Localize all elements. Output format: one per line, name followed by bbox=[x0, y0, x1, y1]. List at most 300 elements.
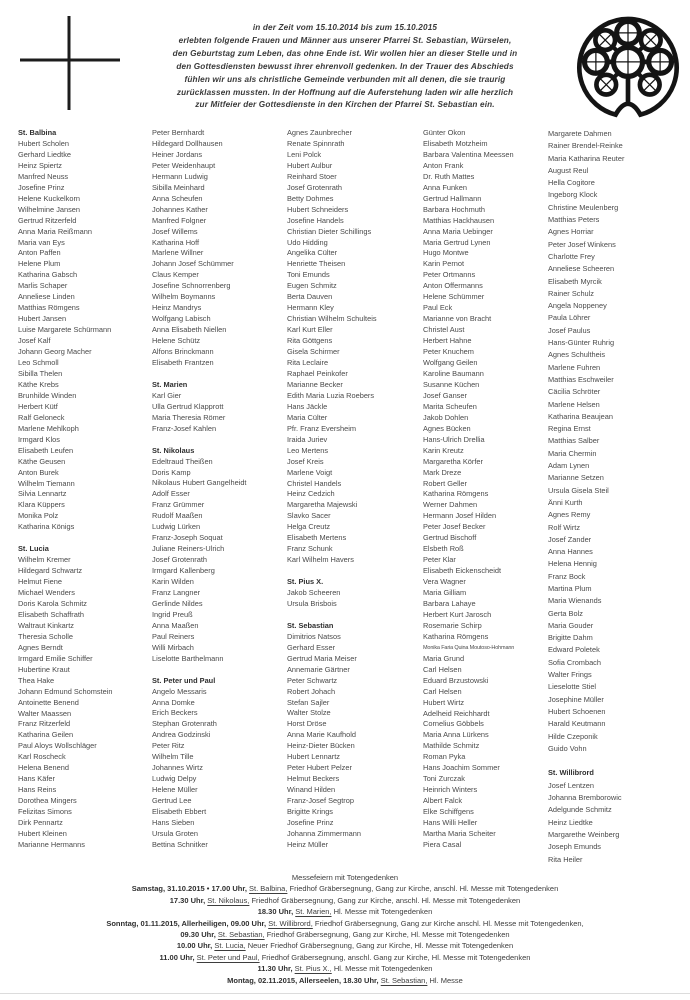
name-item: Josef Ganser bbox=[423, 390, 467, 400]
schedule-details: Hl. Messe mit Totengedenken bbox=[331, 964, 433, 974]
name-item: Elisabeth Motzheim bbox=[423, 138, 488, 148]
name-item: Rita Leclaire bbox=[287, 358, 329, 368]
name-item: Mark Dreze bbox=[423, 467, 462, 477]
name-item: Karin Pernot bbox=[423, 259, 465, 269]
name-item: Anna Elisabeth Niellen bbox=[152, 325, 227, 335]
name-item: Agnes Remy bbox=[548, 510, 591, 520]
name-item: Andrea Godzinski bbox=[152, 730, 211, 740]
name-item: Nikolaus Hubert Gangelheidt bbox=[152, 478, 247, 488]
name-item: Leni Polck bbox=[287, 149, 322, 159]
schedule-line bbox=[0, 918, 690, 929]
section-header: St. Willibrord bbox=[548, 768, 594, 778]
name-item: Anna Marie Kaufhold bbox=[287, 730, 357, 740]
name-item: Elke Schiffgens bbox=[423, 807, 474, 817]
schedule-details: Friedhof Gräbersegnung, Gang zur Kirche, anschl. Hl. Messe mit Totengedenken bbox=[249, 895, 521, 905]
name-item: Maria Gouder bbox=[548, 620, 594, 630]
name-item: Gertrud Bischoff bbox=[423, 533, 477, 543]
name-item: Martha Maria Scheiter bbox=[423, 829, 496, 838]
schedule-line bbox=[0, 895, 690, 906]
name-item: Anna Maria Uebinger bbox=[423, 226, 493, 236]
name-item: Berta Dauven bbox=[287, 292, 333, 302]
name-item: Franz Grümmer bbox=[152, 500, 205, 510]
name-item: Maria Anna Lürkens bbox=[423, 730, 489, 740]
church-name: St. Sebastian, bbox=[217, 930, 265, 940]
mass-schedule bbox=[0, 872, 690, 986]
name-item: Christel Handels bbox=[287, 478, 342, 488]
name-item: Renate Spinnrath bbox=[287, 138, 345, 148]
name-item: Peter Josef Winkens bbox=[548, 239, 616, 249]
name-item: Ludwig Delpy bbox=[152, 774, 197, 784]
name-item: Marianne Setzen bbox=[548, 473, 604, 483]
name-item: Regina Ernst bbox=[548, 424, 591, 434]
name-item: Karin Wilden bbox=[152, 577, 194, 587]
name-item: Manfred Folgner bbox=[152, 215, 207, 225]
name-item: Hermann Ludwig bbox=[152, 171, 208, 181]
name-item: Käthe Krebs bbox=[18, 379, 59, 389]
name-item: Peter Josef Becker bbox=[423, 522, 486, 532]
name-item: Matthias Hackhausen bbox=[423, 215, 495, 225]
name-item: Harald Keutmann bbox=[548, 719, 606, 729]
name-item: Reinhard Stoer bbox=[287, 171, 337, 181]
name-item: Hans Willi Heller bbox=[423, 818, 478, 828]
name-item: Maria Wienands bbox=[548, 596, 602, 606]
name-item: Heinz Mandrys bbox=[152, 303, 202, 313]
name-item: Juliane Reiners-Ulrich bbox=[152, 544, 225, 554]
schedule-time: Sonntag, 01.11.2015, Allerheiligen, 09.00 Uhr, bbox=[106, 918, 269, 928]
name-item: Stefan Sajler bbox=[287, 697, 330, 707]
name-item: Ursula Brisbois bbox=[287, 598, 337, 608]
names-column bbox=[18, 128, 152, 866]
name-item: Ulla Gertrud Klapprott bbox=[152, 401, 224, 411]
name-item: Elisabeth Eickenscheidt bbox=[423, 566, 502, 576]
name-item: Winand Hilden bbox=[287, 785, 336, 795]
name-item: Helene Müller bbox=[152, 785, 198, 795]
name-item: Hilde Czeponik bbox=[548, 731, 598, 741]
name-item: Udo Hidding bbox=[287, 237, 328, 247]
schedule-time: 18.30 Uhr, bbox=[257, 907, 296, 917]
church-name: St. Balbina, bbox=[249, 884, 288, 894]
schedule-details: Hl. Messe mit Totengedenken bbox=[331, 907, 433, 917]
name-item: Henriette Theisen bbox=[287, 259, 346, 269]
name-item: Marlene Mehlkoph bbox=[18, 423, 79, 433]
name-item: Walter Maassen bbox=[18, 708, 72, 718]
name-item: Rolf Wirtz bbox=[548, 522, 581, 532]
names-column bbox=[423, 128, 548, 866]
name-item: Wilhelm Tille bbox=[152, 752, 194, 762]
name-item: Carl Helsen bbox=[423, 686, 462, 696]
names-column bbox=[287, 128, 423, 866]
name-item: Helena Hennig bbox=[548, 559, 597, 569]
name-item: Rosemarie Schirp bbox=[423, 620, 482, 630]
name-item: Adolf Esser bbox=[152, 489, 190, 499]
name-item: Hubert Schoenen bbox=[548, 706, 606, 716]
name-item: Johann Georg Macher bbox=[18, 347, 92, 357]
name-item: Anton Burek bbox=[18, 467, 59, 477]
name-item: Ingrid Preuß bbox=[152, 609, 193, 619]
name-item: Hugo Montwe bbox=[423, 248, 469, 258]
name-item: Barbara Lahaye bbox=[423, 598, 476, 608]
name-item: Franz Bock bbox=[548, 571, 586, 581]
name-item: Matthias Salber bbox=[548, 436, 600, 446]
name-item: Heinrich Winters bbox=[423, 785, 478, 795]
name-item: Anna Hannes bbox=[548, 547, 593, 557]
name-item: Paul Eck bbox=[423, 303, 453, 313]
name-item: Hubert Jansen bbox=[18, 314, 67, 324]
name-item: Johannes Kather bbox=[152, 204, 208, 214]
name-item: Katharina Geilen bbox=[18, 730, 74, 740]
name-item: Horst Dröse bbox=[287, 719, 327, 729]
name-item: Roman Pyka bbox=[423, 752, 466, 762]
name-item: Felizitas Simons bbox=[18, 807, 72, 817]
name-item: Heinz Müller bbox=[287, 839, 329, 849]
schedule-time: 11.00 Uhr, bbox=[159, 952, 197, 962]
name-item: Gerlinde Nildes bbox=[152, 598, 203, 608]
name-item: Susanne Küchen bbox=[423, 379, 480, 389]
name-item: Ingeborg Klock bbox=[548, 190, 598, 200]
name-item: Monika Polz bbox=[18, 511, 59, 521]
name-item: Agnes Bücken bbox=[423, 423, 471, 433]
name-item: Margaretha Körfer bbox=[423, 456, 483, 466]
name-item: Brigitte Krings bbox=[287, 807, 334, 817]
schedule-line bbox=[0, 940, 690, 951]
name-item: Maria Chermin bbox=[548, 448, 597, 458]
name-item: Theresia Scholle bbox=[18, 631, 74, 641]
church-name: St. Lucia, bbox=[214, 941, 246, 951]
name-item: Betty Dohmes bbox=[287, 193, 334, 203]
name-item: Hans Reins bbox=[18, 785, 57, 795]
name-item: Toni Emunds bbox=[287, 270, 330, 280]
name-item: Elisabeth Schaffrath bbox=[18, 609, 85, 619]
name-item: Christine Meulenberg bbox=[548, 202, 619, 212]
name-item: Wilhelm Boymanns bbox=[152, 292, 216, 302]
name-item: Margarethe Weinberg bbox=[548, 829, 620, 839]
name-item: Gertrud Hallmann bbox=[423, 193, 482, 203]
name-item: Heiner Jordans bbox=[152, 149, 203, 159]
name-item: Josef Grotenrath bbox=[287, 182, 343, 192]
name-item: Heinz Liedtke bbox=[548, 817, 593, 827]
name-item: Cornelius Göbbels bbox=[423, 719, 484, 729]
name-item: Wolfgang Geilen bbox=[423, 358, 478, 368]
name-item: Alfons Brinckmann bbox=[152, 347, 214, 357]
intro-line: zur Mitfeier der Gottesdienste in den Kirchen der Pfarrei St. Sebastian ein. bbox=[195, 100, 495, 110]
name-item: Anna Funken bbox=[423, 182, 467, 192]
name-item: Toni Zurczak bbox=[423, 774, 465, 784]
name-item: Josef Grotenrath bbox=[152, 555, 208, 565]
name-item: Mathilde Schmitz bbox=[423, 741, 480, 751]
name-item: Dr. Ruth Mattes bbox=[423, 171, 475, 181]
names-column bbox=[548, 128, 672, 866]
name-item: Adelgunde Schmitz bbox=[548, 805, 612, 815]
name-item: Karl Roscheck bbox=[18, 752, 66, 762]
name-item: Slavko Sacer bbox=[287, 511, 331, 521]
schedule-time: 17.30 Uhr, bbox=[169, 895, 208, 905]
name-item: Käthe Geusen bbox=[18, 456, 66, 466]
name-item: Anna Scheufen bbox=[152, 193, 203, 203]
name-item: Anton Frank bbox=[423, 160, 464, 170]
name-item: Katharina Hoff bbox=[152, 237, 200, 247]
name-item: Helmut Beckers bbox=[287, 774, 340, 784]
name-item: Maria van Eys bbox=[18, 237, 65, 247]
name-item: Franz-Josef Segtrop bbox=[287, 796, 354, 806]
parish-emblem-icon bbox=[572, 8, 684, 124]
schedule-details: Friedhof Gräbersegnung, Gang zur Kirche, anschl. Hl. Messe mit Totengedenken bbox=[287, 884, 559, 894]
name-item: Bettina Schnitker bbox=[152, 839, 208, 849]
name-item: Anna Domke bbox=[152, 697, 195, 707]
name-item: Maria Grund bbox=[423, 653, 465, 663]
name-item: Gertrud Maria Meiser bbox=[287, 653, 357, 663]
name-item: Johann Josef Schümmer bbox=[152, 259, 234, 269]
name-item: Stephan Grotenrath bbox=[152, 719, 217, 729]
section-header: St. Sebastian bbox=[287, 620, 334, 630]
schedule-line bbox=[0, 883, 690, 894]
name-item: Rita Heiler bbox=[548, 854, 583, 864]
name-item: Katharina Königs bbox=[18, 522, 75, 532]
name-item: Wolfgang Labisch bbox=[152, 314, 211, 324]
schedule-line bbox=[0, 963, 690, 974]
name-item: Marlene Willner bbox=[152, 248, 204, 258]
name-item: Rainer Brendel-Reinke bbox=[548, 141, 623, 151]
name-item: Liselotte Barthelmann bbox=[152, 653, 224, 663]
name-item: Peter Bernhardt bbox=[152, 128, 205, 137]
name-item: Hans Joachim Sommer bbox=[423, 763, 500, 773]
name-item: Marlene Fuhren bbox=[548, 362, 601, 372]
name-item: Änni Kurth bbox=[548, 497, 583, 507]
schedule-time: Montag, 02.11.2015, Allerseelen, 18.30 Uhr, bbox=[227, 975, 381, 985]
name-item: Piera Casal bbox=[423, 839, 462, 849]
name-item: Albert Falck bbox=[423, 796, 463, 806]
name-item: Angelo Messaris bbox=[152, 686, 207, 696]
name-item: Anna Maaßen bbox=[152, 620, 199, 630]
name-item: Antoinette Benend bbox=[18, 697, 79, 707]
name-item: Elisabeth Leufen bbox=[18, 445, 74, 455]
section-header: St. Pius X. bbox=[287, 577, 324, 587]
name-item: Barbara Valentina Meessen bbox=[423, 149, 514, 159]
name-item: Paul Reiners bbox=[152, 631, 195, 641]
name-item: Peter Ortmanns bbox=[423, 270, 476, 280]
church-name: St. Peter und Paul, bbox=[196, 952, 260, 962]
cross-icon bbox=[12, 10, 124, 122]
name-item: Franz-Joseph Soquat bbox=[152, 533, 223, 543]
name-item: Hans Käfer bbox=[18, 774, 55, 784]
name-item: Sibilla Meinhard bbox=[152, 182, 205, 192]
section-header: St. Peter und Paul bbox=[152, 675, 216, 685]
name-item: Hans Jäckle bbox=[287, 401, 328, 411]
name-item: Heinz-Dieter Bücken bbox=[287, 741, 355, 751]
name-item: Agnes Zaunbrecher bbox=[287, 128, 352, 137]
name-item: Hermann Josef Hilden bbox=[423, 511, 497, 521]
name-item: Peter Weidenhaupt bbox=[152, 160, 216, 170]
name-item: Vera Wagner bbox=[423, 577, 466, 587]
name-item: Gerta Bolz bbox=[548, 608, 583, 618]
schedule-line bbox=[0, 929, 690, 940]
name-item: Josefine Prinz bbox=[18, 182, 65, 192]
name-item: Hans-Ulrich Drellia bbox=[423, 434, 485, 444]
name-item: Pfr. Franz Eversheim bbox=[287, 423, 356, 433]
name-item: Anton Paffen bbox=[18, 248, 61, 258]
name-item: Josefine Prinz bbox=[287, 818, 334, 828]
name-item: Werner Dahmen bbox=[423, 500, 478, 510]
name-item: Matthias Eschweiler bbox=[548, 374, 614, 384]
name-item: Iraida Juriev bbox=[287, 434, 328, 444]
name-item: Peter Schwartz bbox=[287, 675, 338, 685]
name-item: Irmgard Kallenberg bbox=[152, 566, 215, 576]
schedule-line bbox=[0, 952, 690, 963]
name-item: Maria Gertrud Lynen bbox=[423, 237, 491, 247]
name-item: Hubert Scholen bbox=[18, 138, 69, 148]
name-item: Erich Beckers bbox=[152, 708, 198, 718]
name-item: Matthias Römgens bbox=[18, 303, 80, 313]
name-item: Peter Knuchem bbox=[423, 347, 474, 357]
name-item: Agnes Schultheis bbox=[548, 350, 606, 360]
name-item: Anton Offermanns bbox=[423, 281, 483, 291]
name-item: Franz Ritzerfeld bbox=[18, 719, 71, 729]
name-item: Manfred Neuss bbox=[18, 171, 69, 181]
name-item: Karl Wilhelm Havers bbox=[287, 555, 354, 565]
name-item: Cäcilia Schröter bbox=[548, 387, 601, 397]
name-item: Dorothea Mingers bbox=[18, 796, 77, 806]
name-item: Ralf Geloneck bbox=[18, 412, 65, 422]
name-item: Hubert Wirtz bbox=[423, 697, 465, 707]
name-item: Adam Lynen bbox=[548, 461, 590, 471]
name-item: Peter Klar bbox=[423, 555, 456, 565]
church-name: St. Willibrord, bbox=[268, 918, 313, 928]
section-header: St. Nikolaus bbox=[152, 445, 195, 455]
name-item: Maria Cülter bbox=[287, 412, 328, 422]
name-item: Hildegard Schwartz bbox=[18, 566, 83, 576]
name-item: Angela Noppeney bbox=[548, 301, 607, 311]
intro-text bbox=[122, 22, 568, 112]
name-item: Marianne Becker bbox=[287, 379, 343, 389]
name-item: Maria Gilliam bbox=[423, 588, 467, 598]
name-item: Heinz Cedzich bbox=[287, 489, 335, 499]
name-item: Edeltraud Theißen bbox=[152, 456, 213, 466]
name-item: Johanna Bremborowic bbox=[548, 793, 622, 803]
name-item: Brunhilde Winden bbox=[18, 390, 77, 400]
name-item: Walter Stolze bbox=[287, 708, 331, 718]
name-item: Gerhard Esser bbox=[287, 642, 336, 652]
church-name: St. Nikolaus, bbox=[207, 895, 250, 905]
name-item: Helene Schümmer bbox=[423, 292, 485, 302]
page-edge-line bbox=[0, 993, 690, 994]
name-item: Elisabeth Myrcik bbox=[548, 276, 602, 286]
intro-line: zurücklassen mussten. In der Hoffnung auf die Auferstehung laden wir alle herzlich bbox=[176, 87, 514, 97]
name-item: Jakob Dohlen bbox=[423, 412, 469, 422]
church-name: St. Marien, bbox=[295, 907, 332, 917]
name-item: Claus Kemper bbox=[152, 270, 199, 280]
name-item: Rudolf Maaßen bbox=[152, 511, 203, 521]
name-item: Hubert Aulbur bbox=[287, 160, 333, 170]
name-item: Hermann Kley bbox=[287, 303, 334, 313]
name-item: Robert Geller bbox=[423, 478, 467, 488]
name-item: Johannes Wirtz bbox=[152, 763, 203, 773]
name-item: Günter Okon bbox=[423, 128, 466, 137]
intro-line: in der Zeit vom 15.10.2014 bis zum 15.10.2015 bbox=[252, 23, 438, 32]
name-item: Anneliese Scheeren bbox=[548, 264, 615, 274]
name-item: Margarete Dahmen bbox=[548, 129, 612, 138]
schedule-details: Hl. Messe bbox=[427, 975, 463, 985]
name-item: Dirk Pennartz bbox=[18, 818, 63, 828]
name-item: Doris Karola Schmitz bbox=[18, 598, 87, 608]
name-item: Marlene Voigt bbox=[287, 467, 333, 477]
name-item: Robert Johach bbox=[287, 686, 336, 696]
name-item: Eduard Brzustowski bbox=[423, 675, 489, 685]
name-item: Sibilla Thelen bbox=[18, 368, 63, 378]
name-item: Ursula Gisela Steil bbox=[548, 485, 609, 495]
name-item: Johanna Zimmermann bbox=[287, 828, 361, 838]
name-item: Hubert Kleinen bbox=[18, 828, 67, 838]
section-header: St. Lucia bbox=[18, 544, 49, 554]
intro-line: den Gottesdiensten bewusst ihrer ehrenvoll gedenken. In der Trauer des Abschieds bbox=[176, 61, 514, 71]
name-item: August Reul bbox=[548, 165, 589, 175]
name-item: Maria Katharina Reuter bbox=[548, 153, 625, 163]
name-item: Josef Kalf bbox=[18, 336, 51, 346]
name-item: Josefine Handels bbox=[287, 215, 344, 225]
schedule-time: 09.30 Uhr, bbox=[180, 930, 218, 940]
name-item: Carl Helsen bbox=[423, 664, 462, 674]
name-item: Franz Schunk bbox=[287, 544, 333, 554]
schedule-time: Samstag, 31.10.2015 • 17.00 Uhr, bbox=[131, 884, 250, 894]
name-item: Barbara Hochmuth bbox=[423, 204, 486, 214]
name-item: Ursula Groten bbox=[152, 828, 199, 838]
name-item: Herbert Hahne bbox=[423, 336, 472, 346]
name-item: Lieselotte Stiel bbox=[548, 682, 597, 692]
name-item: Leo Mertens bbox=[287, 445, 329, 455]
name-item: Katharina Gabsch bbox=[18, 270, 78, 280]
section-header: St. Balbina bbox=[18, 128, 57, 137]
name-item: Paul Aloys Wollschläger bbox=[18, 741, 97, 751]
name-item: Irmgard Emilie Schiffer bbox=[18, 653, 93, 663]
name-item: Helene Schütz bbox=[152, 336, 201, 346]
name-item: Willi Mirbach bbox=[152, 642, 194, 652]
name-item: Klara Küppers bbox=[18, 500, 65, 510]
name-item: Katharina Römgens bbox=[423, 489, 489, 499]
name-item: Charlotte Frey bbox=[548, 251, 595, 261]
name-item: Monika Faria Quina Moutoso-Hohmann bbox=[423, 644, 515, 651]
name-item: Helena Benend bbox=[18, 763, 69, 773]
name-item: Helga Creutz bbox=[287, 522, 331, 532]
name-item: Anna Maria Reißmann bbox=[18, 226, 92, 236]
name-item: Marlis Schaper bbox=[18, 281, 68, 291]
name-item: Josef Lentzen bbox=[548, 780, 595, 790]
name-item: Katharina Beaujean bbox=[548, 411, 613, 421]
name-item: Gerhard Liedtke bbox=[18, 149, 71, 159]
name-item: Peter Ritz bbox=[152, 741, 185, 751]
name-item: Josef Zander bbox=[548, 534, 592, 544]
intro-line: erlebten folgende Frauen und Männer aus unserer Pfarrei St. Sebastian, Würselen, bbox=[178, 35, 512, 45]
name-item: Edward Poletek bbox=[548, 645, 600, 655]
name-item: Joseph Emunds bbox=[548, 842, 601, 852]
name-item: Hubert Lennartz bbox=[287, 752, 340, 762]
name-item: Karl Kurt Eller bbox=[287, 325, 333, 335]
name-item: Gertrud Lee bbox=[152, 796, 192, 806]
name-item: Dimitrios Natsos bbox=[287, 631, 341, 641]
name-item: Hella Cogitore bbox=[548, 178, 595, 188]
name-item: Helene Kuckelkorn bbox=[18, 193, 81, 203]
name-item: Hans Sieben bbox=[152, 818, 195, 827]
name-item: Josef Paulus bbox=[548, 325, 591, 335]
name-item: Irmgard Klos bbox=[18, 434, 60, 444]
name-item: Karl Gier bbox=[152, 390, 182, 400]
name-item: Annemarie Gärtner bbox=[287, 664, 350, 674]
name-item: Brigitte Dahm bbox=[548, 633, 593, 643]
name-item: Karin Kreutz bbox=[423, 445, 464, 455]
name-item: Christel Aust bbox=[423, 325, 465, 335]
name-item: Elisabeth Frantzen bbox=[152, 358, 214, 368]
schedule-line bbox=[0, 906, 690, 917]
name-item: Wilhelmine Jansen bbox=[18, 204, 81, 214]
name-item: Agnes Horriar bbox=[548, 227, 594, 237]
name-item: Margaretha Majewski bbox=[287, 500, 358, 510]
